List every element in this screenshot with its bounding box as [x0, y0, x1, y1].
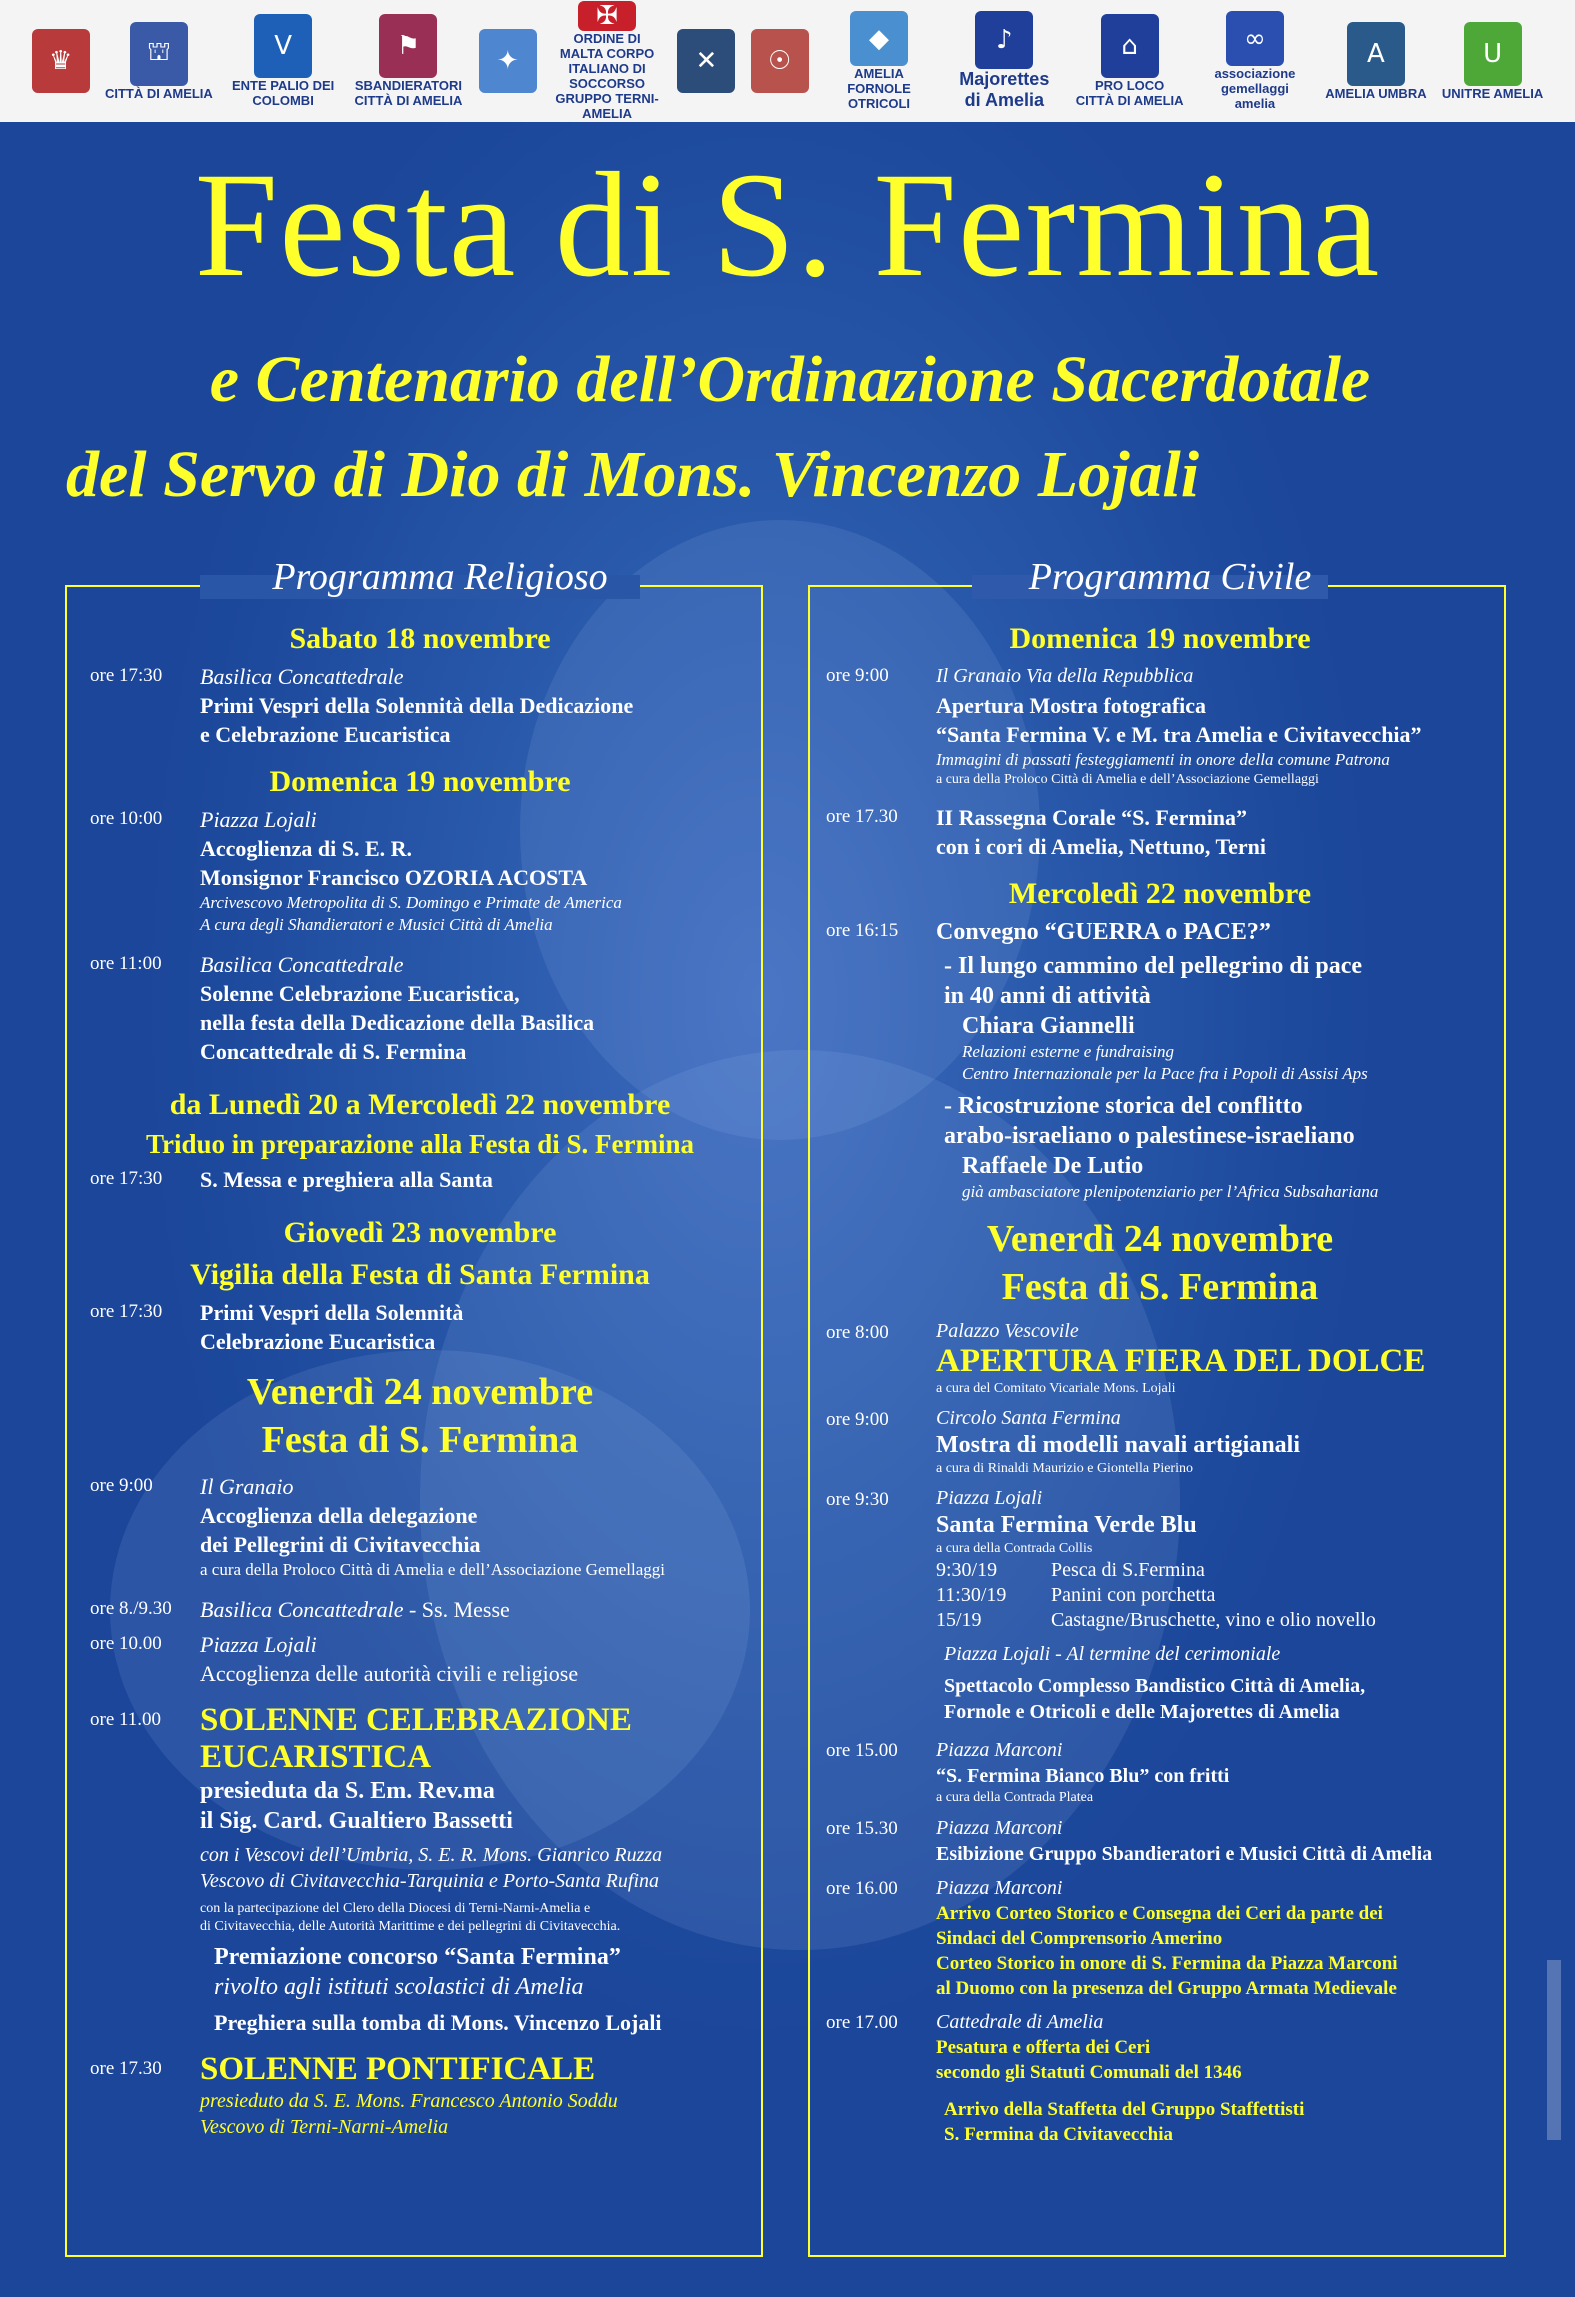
event-title: Convegno “GUERRA o PACE?” — [936, 919, 1271, 945]
event-highlight: SOLENNE PONTIFICALE — [200, 2051, 596, 2087]
event-note: Arcivescovo Metropolita di S. Domingo e Primate de America — [200, 893, 622, 912]
event-title: Arrivo Corteo Storico e Consegna dei Ceri da parte dei — [936, 1903, 1383, 1924]
event-title: secondo gli Statuti Comunali del 1346 — [936, 2062, 1242, 2083]
event-location: Piazza Lojali — [200, 1632, 317, 1657]
prayer-title: Preghiera sulla tomba di Mons. Vincenzo Lojali — [214, 2010, 662, 2035]
event-title: Santa Fermina Verde Blu — [936, 1512, 1197, 1538]
speaker-name: Raffaele De Lutio — [962, 1153, 1144, 1179]
event — [90, 805, 750, 936]
event — [826, 1875, 1494, 2001]
event-location: Circolo Santa Fermina — [936, 1407, 1121, 1429]
event-time: ore 9:30 — [826, 1489, 889, 1510]
event — [90, 1298, 750, 1356]
logo-emblem-icon: A — [1347, 22, 1405, 86]
event-title: Monsignor Francisco OZORIA ACOSTA — [200, 865, 588, 890]
event-location: Piazza Marconi — [936, 1817, 1063, 1839]
event-location: Basilica Concattedrale — [200, 952, 404, 977]
event — [90, 950, 750, 1066]
sponsor-logo — [1442, 11, 1543, 111]
event-time: ore 17:30 — [90, 1168, 163, 1189]
speaker-role: Relazioni esterne e fundraising — [962, 1042, 1175, 1061]
event-location: Palazzo Vescovile — [936, 1320, 1079, 1342]
event-time: ore 17:30 — [90, 1301, 163, 1322]
logo-emblem-icon: ☉ — [751, 29, 809, 93]
logo-emblem-icon: ◆ — [850, 11, 908, 66]
event-title: Accoglienza della delegazione — [200, 1503, 478, 1528]
sponsor-logo-bar — [0, 0, 1575, 122]
event-title: Solenne Celebrazione Eucaristica, — [200, 981, 520, 1006]
event — [826, 917, 1494, 947]
logo-text: ENTE PALIO DEI COLOMBI — [231, 78, 335, 108]
event-title: il Sig. Card. Gualtiero Bassetti — [200, 1808, 513, 1834]
event-location: Il Granaio — [200, 1474, 294, 1499]
religious-program-column — [90, 620, 750, 2154]
logo-emblem-icon: ♛ — [32, 29, 90, 93]
event-time: ore 9:00 — [826, 1409, 889, 1430]
schedule-item: Pesca di S.Fermina — [1051, 1559, 1205, 1581]
event — [826, 1737, 1494, 1807]
printer-mark — [1547, 1960, 1561, 2140]
logo-emblem-icon: ✕ — [677, 29, 735, 93]
event-location: Piazza Lojali — [936, 1487, 1043, 1509]
event-title: Sindaci del Comprensorio Amerino — [936, 1928, 1223, 1949]
talk-title: arabo-israeliano o palestinese-israeliano — [944, 1123, 1355, 1149]
event-time: ore 16.00 — [826, 1878, 898, 1899]
sponsor-logo — [479, 11, 537, 111]
event — [826, 2009, 1494, 2085]
event-title: Corteo Storico in onore di S. Fermina da Piazza Marconi — [936, 1953, 1398, 1974]
event-time: ore 11:00 — [90, 953, 162, 974]
event-time: ore 17.30 — [90, 2058, 162, 2079]
event — [826, 1319, 1494, 1398]
schedule-item: Panini con porchetta — [1051, 1584, 1216, 1606]
logo-emblem-icon: U — [1464, 22, 1522, 86]
sponsor-logo — [949, 11, 1059, 111]
day-heading: Giovedì 23 novembre — [283, 1216, 557, 1249]
logo-text: AMELIA FORNOLE OTRICOLI — [847, 66, 911, 111]
event-time: ore 17.30 — [826, 806, 898, 827]
logo-text: associazione gemellaggi amelia — [1214, 66, 1296, 111]
sponsor-logo — [353, 11, 463, 111]
event-location: Basilica Concattedrale — [200, 664, 404, 689]
subtitle-line-1: e Centenario dell’Ordinazione Sacerdotale — [209, 343, 1371, 416]
logo-text: AMELIA UMBRA — [1325, 85, 1427, 101]
civil-program-column — [826, 620, 1494, 2147]
event-time: ore 9:00 — [826, 665, 889, 686]
sponsor-logo — [1325, 11, 1426, 111]
event-note: a cura della Contrada Collis — [936, 1541, 1093, 1556]
schedule-item: Castagne/Bruschette, vino e olio novello — [1051, 1609, 1376, 1631]
logo-emblem-icon: ∞ — [1226, 11, 1284, 66]
event-location: Basilica Concattedrale — [200, 1597, 404, 1622]
award-note: rivolto agli istituti scolastici di Amelia — [214, 1974, 584, 2000]
event — [826, 1486, 1494, 1633]
event-time: ore 15.00 — [826, 1740, 898, 1761]
logo-emblem-icon: ⚑ — [379, 14, 437, 78]
event — [90, 1165, 750, 1194]
day-subheading: Festa di S. Fermina — [1001, 1266, 1319, 1308]
event — [90, 1595, 750, 1624]
speaker-role: Centro Internazionale per la Pace fra i Popoli di Assisi Aps — [962, 1064, 1368, 1083]
logo-emblem-icon: ♪ — [975, 11, 1033, 69]
event-title: Primi Vespri della Solennità della Dedicazione — [200, 693, 634, 718]
event-time: ore 9:00 — [90, 1475, 153, 1496]
event — [826, 1641, 1494, 1725]
event-highlight: SOLENNE CELEBRAZIONE — [200, 1702, 632, 1738]
award-title: Premiazione concorso “Santa Fermina” — [214, 1944, 621, 1970]
logo-text: CITTÀ DI AMELIA — [104, 85, 213, 101]
event-location: Piazza Marconi — [936, 1877, 1063, 1899]
event-time: ore 16:15 — [826, 920, 899, 941]
civil-program-heading: Programma Civile — [1028, 556, 1312, 598]
logo-text: Majorettes di Amelia — [959, 69, 1050, 110]
religious-program-heading: Programma Religioso — [272, 556, 608, 598]
day-heading: Venerdì 24 novembre — [246, 1371, 594, 1413]
schedule-time: 15/19 — [936, 1609, 982, 1631]
day-subheading: Vigilia della Festa di Santa Fermina — [190, 1258, 650, 1291]
event-note: a cura della Contrada Platea — [936, 1790, 1094, 1805]
event-title: - Ss. Messe — [403, 1597, 510, 1622]
event — [826, 1406, 1494, 1478]
event — [90, 2051, 750, 2140]
event-title: II Rassegna Corale “S. Fermina” — [936, 805, 1248, 830]
sponsor-logo — [32, 11, 90, 111]
event-note: con la partecipazione del Clero della Diocesi di Terni-Narni-Amelia e — [200, 1901, 591, 1916]
sponsor-logo — [751, 11, 809, 111]
event-title: presieduta da S. Em. Rev.ma — [200, 1778, 495, 1804]
event-note: a cura della Proloco Città di Amelia e dell’Associazione Gemellaggi — [936, 772, 1319, 787]
event-title: “Santa Fermina V. e M. tra Amelia e Civitavecchia” — [936, 722, 1422, 747]
event-title: Pesatura e offerta dei Ceri — [936, 2037, 1151, 2058]
event-title: S. Messa e preghiera alla Santa — [200, 1167, 493, 1192]
day-heading: da Lunedì 20 a Mercoledì 22 novembre — [169, 1088, 671, 1121]
logo-text: PRO LOCO CITTÀ DI AMELIA — [1075, 78, 1184, 108]
event-title: S. Fermina da Civitavecchia — [944, 2124, 1174, 2145]
event-title: nella festa della Dedicazione della Basilica — [200, 1010, 595, 1035]
event-time: ore 8./9.30 — [90, 1598, 172, 1619]
event-note: Immagini di passati festeggiamenti in onore della comune Patrona — [936, 750, 1390, 769]
event-title: Celebrazione Eucaristica — [200, 1329, 436, 1354]
schedule-time: 11:30/19 — [936, 1584, 1007, 1606]
day-subheading: Triduo in preparazione alla Festa di S. Fermina — [145, 1129, 694, 1159]
sponsor-logo — [1075, 11, 1185, 111]
talk-title: - Ricostruzione storica del conflitto — [944, 1093, 1303, 1119]
sponsor-logo — [677, 11, 735, 111]
logo-emblem-icon: ⛫ — [130, 22, 188, 86]
event-title: dei Pellegrini di Civitavecchia — [200, 1532, 481, 1557]
event-title: con i cori di Amelia, Nettuno, Terni — [936, 834, 1266, 859]
event-title: Primi Vespri della Solennità — [200, 1300, 464, 1325]
event-title: Apertura Mostra fotografica — [936, 693, 1207, 718]
logo-emblem-icon: ⌂ — [1101, 14, 1159, 78]
event-title: Arrivo della Staffetta del Gruppo Staffettisti — [944, 2099, 1305, 2120]
event-title: Spettacolo Complesso Bandistico Città di Amelia, — [944, 1675, 1366, 1697]
event-time: ore 17.00 — [826, 2012, 898, 2033]
day-heading: Mercoledì 22 novembre — [1008, 877, 1312, 910]
speaker-name: Chiara Giannelli — [962, 1013, 1135, 1039]
poster-title: Festa di S. Fermina — [194, 142, 1381, 308]
event-note: presieduto da S. E. Mons. Francesco Antonio Soddu — [200, 2090, 618, 2112]
event-title: Esibizione Gruppo Sbandieratori e Musici Città di Amelia — [936, 1843, 1433, 1865]
event-title: al Duomo con la presenza del Gruppo Armata Medievale — [936, 1978, 1397, 1999]
event-time: ore 10.00 — [90, 1633, 162, 1654]
event-note: con i Vescovi dell’Umbria, S. E. R. Mons. Gianrico Ruzza — [200, 1844, 663, 1866]
schedule-row — [936, 1558, 1494, 1583]
event-highlight: APERTURA FIERA DEL DOLCE — [936, 1343, 1426, 1379]
day-subheading: Festa di S. Fermina — [261, 1419, 579, 1461]
day-heading: Domenica 19 novembre — [269, 765, 571, 798]
sponsor-logo — [552, 1, 662, 121]
event-note: a cura del Comitato Vicariale Mons. Lojali — [936, 1381, 1176, 1396]
schedule-row — [936, 1608, 1494, 1633]
speaker-role: già ambasciatore plenipotenziario per l’Africa Subsahariana — [962, 1182, 1379, 1201]
event-note: a cura della Proloco Città di Amelia e dell’Associazione Gemellaggi — [200, 1560, 665, 1579]
event-time: ore 17:30 — [90, 665, 163, 686]
event-title: Mostra di modelli navali artigianali — [936, 1432, 1300, 1458]
sponsor-logo — [1200, 11, 1310, 111]
logo-emblem-icon: ✦ — [479, 29, 537, 93]
event-note: Vescovo di Civitavecchia-Tarquinia e Porto-Santa Rufina — [200, 1870, 660, 1892]
subtitle-line-2: del Servo di Dio di Mons. Vincenzo Lojali — [66, 438, 1200, 511]
logo-emblem-icon: V — [254, 14, 312, 78]
event — [90, 1630, 750, 1688]
event-location: Cattedrale di Amelia — [936, 2011, 1104, 2033]
event — [826, 2097, 1494, 2147]
logo-text: SBANDIERATORI CITTÀ DI AMELIA — [354, 78, 463, 108]
event-title: “S. Fermina Bianco Blu” con fritti — [936, 1765, 1230, 1787]
event — [90, 1702, 750, 1936]
event-time: ore 8:00 — [826, 1322, 889, 1343]
event-title: Concattedrale di S. Fermina — [200, 1039, 467, 1064]
event — [826, 803, 1494, 861]
logo-emblem-icon: ✠ — [578, 1, 636, 31]
event-time: ore 15.30 — [826, 1818, 898, 1839]
event — [90, 662, 750, 749]
event-location: Il Granaio Via della Repubblica — [936, 665, 1194, 687]
event-note: Vescovo di Terni-Narni-Amelia — [200, 2116, 449, 2138]
event — [90, 1472, 750, 1581]
schedule-time: 9:30/19 — [936, 1559, 998, 1581]
talk-title: in 40 anni di attività — [944, 983, 1151, 1009]
talk-title: - Il lungo cammino del pellegrino di pace — [944, 953, 1363, 979]
event-title: Accoglienza delle autorità civili e religiose — [200, 1661, 579, 1686]
event-location: Piazza Lojali — [200, 807, 317, 832]
logo-text: ORDINE DI MALTA CORPO ITALIANO DI SOCCORSO GRUPPO TERNI-AMELIA — [555, 31, 659, 121]
event — [826, 662, 1494, 789]
event-time: ore 10:00 — [90, 808, 163, 829]
event-note: A cura degli Shandieratori e Musici Città di Amelia — [200, 915, 553, 934]
event-location: Piazza Marconi — [936, 1739, 1063, 1761]
schedule-row — [936, 1583, 1494, 1608]
event-location: Piazza Lojali - Al termine del cerimoniale — [944, 1643, 1281, 1665]
day-heading: Domenica 19 novembre — [1009, 622, 1311, 655]
day-heading: Sabato 18 novembre — [289, 622, 551, 655]
sponsor-logo — [228, 11, 338, 111]
event-note: a cura di Rinaldi Maurizio e Giontella Pierino — [936, 1461, 1193, 1476]
event-note: di Civitavecchia, delle Autorità Marittime e dei pellegrini di Civitavecchia. — [200, 1919, 621, 1934]
day-heading: Venerdì 24 novembre — [986, 1218, 1334, 1260]
event-title: Accoglienza di S. E. R. — [200, 836, 413, 861]
event-title: Fornole e Otricoli e delle Majorettes di Amelia — [944, 1701, 1340, 1723]
event — [826, 1815, 1494, 1867]
event-highlight: EUCARISTICA — [200, 1739, 432, 1775]
sponsor-logo — [105, 11, 213, 111]
logo-text: UNITRE AMELIA — [1441, 85, 1544, 101]
event-title: e Celebrazione Eucaristica — [200, 722, 451, 747]
sponsor-logo — [824, 11, 934, 111]
event-time: ore 11.00 — [90, 1709, 162, 1730]
